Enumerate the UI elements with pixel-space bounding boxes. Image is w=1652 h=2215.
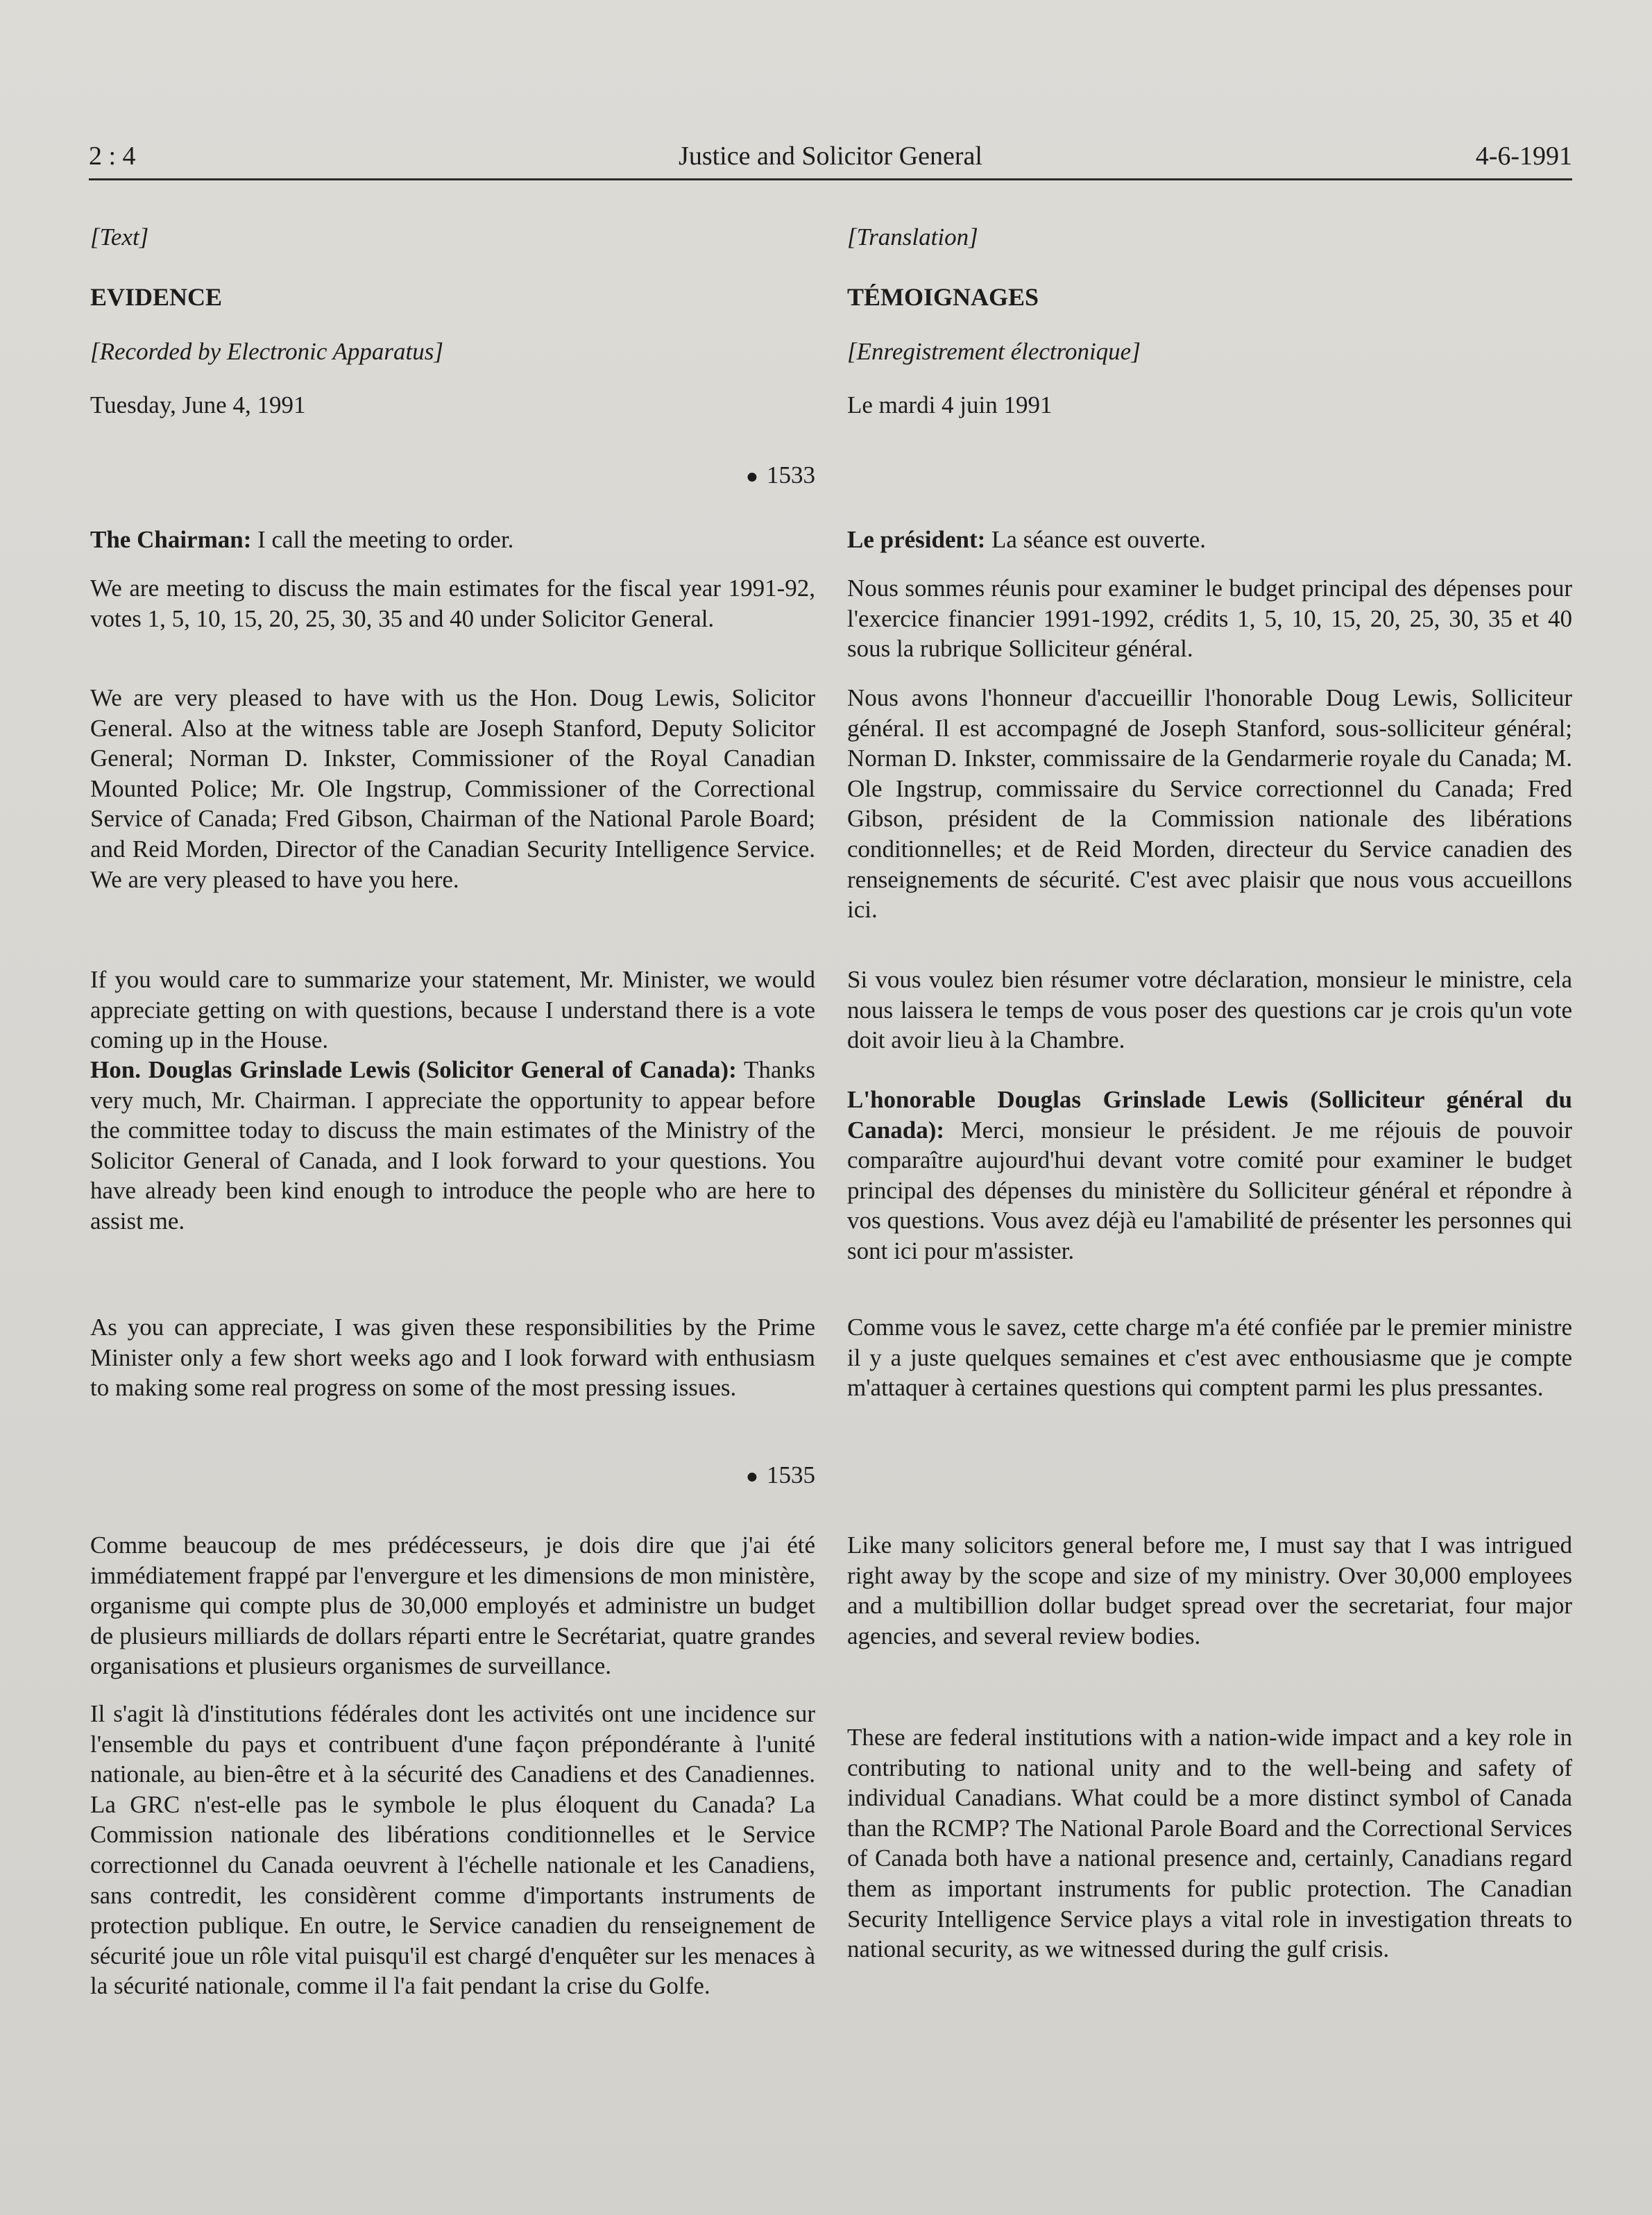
section-heading-fr: TÉMOIGNAGES — [847, 283, 1039, 311]
sitting-date-fr: Le mardi 4 juin 1991 — [847, 391, 1053, 418]
paragraph-resumer-fr: Si vous voulez bien résumer votre déclaration, monsieur le ministre, cela nous laissera le temps de vous poser des questions car je crois qu'un vote doit avoir lieu à la Chambre. — [847, 966, 1572, 1054]
translation-marker: [Translation] — [847, 223, 978, 251]
paragraph-chairman-call: The Chairman: I call the meeting to order. — [90, 526, 514, 553]
paragraph-summarize: If you would care to summarize your statement, Mr. Minister, we would appreciate getting on with questions, because I understand there is a vote coming up in the House. — [90, 966, 815, 1054]
sitting-date: Tuesday, June 4, 1991 — [90, 391, 306, 418]
recording-note-fr: [Enregistrement électronique] — [847, 338, 1141, 365]
paragraph-charge-fr: Comme vous le savez, cette charge m'a été confiée par le premier ministre il y a juste quelques semaines et c'est avec enthousiasme que je compte m'attaquer à certaines questions qui comptent parmi les plus pressantes. — [847, 1314, 1572, 1402]
timestamp-1533: ● 1533 — [745, 461, 815, 489]
header-rule — [89, 178, 1572, 180]
paragraph-budget-fr: Nous sommes réunis pour examiner le budget principal des dépenses pour l'exercice financier 1991-1992, crédits 1, 5, 10, 15, 20, 25, 30, 35 et 40 sous la rubrique Solliciteur général. — [847, 575, 1572, 663]
header-page-number: 2 : 4 — [89, 142, 136, 171]
paragraph-predecessors-fr: Comme beaucoup de mes prédécesseurs, je dois dire que j'ai été immédiatement frappé par l'envergure et les dimensions de mon ministère, organisme qui compte plus de 30,000 employés et administre un budget de plusieurs milliards de dollars réparti entre le Secrétariat, quatre grandes organisations et plusieurs organismes de surveillance. — [90, 1531, 815, 1680]
timestamp-1535: ● 1535 — [745, 1461, 815, 1488]
running-header — [89, 141, 1572, 176]
paragraph-institutions-fr: Il s'agit là d'institutions fédérales dont les activités ont une incidence sur l'ensemble du pays et contribuent d'une façon prépondérante à l'unité nationale, au bien-être et à la sécurité des Canadiens et des Canadiennes. La GRC n'est-elle pas le symbole le plus éloquent du Canada? La Commission nationale des libérations conditionnelles et le Service correctionnel du Canada oeuvrent à l'échelle nationale et les Canadiens, sans contredit, les considèrent comme d'importants instruments de protection publique. En outre, le Service canadien du renseignement de sécurité joue un rôle vital puisqu'il est chargé d'enquêter sur les menaces à la sécurité nationale, comme il l'a fait pendant la crise du Golfe. — [90, 1700, 815, 2000]
section-heading: EVIDENCE — [90, 283, 223, 311]
recording-note: [Recorded by Electronic Apparatus] — [90, 338, 444, 365]
paragraph-institutions-en: These are federal institutions with a nation-wide impact and a key role in contributing to national unity and to the well-being and safety of individual Canadians. What could be a more distinct symbol of Canada than the RCMP? The National Parole Board and the Correctional Services of Canada both have a national presence and, certainly, Canadians regard them as important instruments for public protection. The Canadian Security Intelligence Service plays a vital role in investigation threats to national security, as we witnessed during the gulf crisis. — [847, 1724, 1572, 1963]
paragraph-minister-reply: Hon. Douglas Grinslade Lewis (Solicitor General of Canada): Thanks very much, Mr. Chairman. I appreciate the opportunity to appear before the committee today to discuss the main estimates of the Ministry of the Solicitor General of Canada, and I look forward to your questions. You have already been kind enough to introduce the people who are here to assist me. — [90, 1056, 815, 1234]
paragraph-witnesses: We are very pleased to have with us the Hon. Doug Lewis, Solicitor General. Also at the witness table are Joseph Stanford, Deputy Solicitor General; Norman D. Inkster, Commissioner of the Royal Canadian Mounted Police; Mr. Ole Ingstrup, Commissioner of the Correctional Service of Canada; Fred Gibson, Chairman of the National Parole Board; and Reid Morden, Director of the Canadian Security Intelligence Service. We are very pleased to have you here. — [90, 684, 815, 893]
paragraph-president-ouverture: Le président: La séance est ouverte. — [847, 526, 1207, 553]
header-date: 4-6-1991 — [1475, 142, 1572, 171]
header-title: Justice and Solicitor General — [679, 142, 982, 171]
paragraph-predecessors-en: Like many solicitors general before me, I must say that I was intrigued right away by the scope and size of my ministry. Over 30,000 employees and a multibillion dollar budget spread over the secretariat, four major agencies, and several review bodies. — [847, 1531, 1572, 1649]
paragraph-estimates: We are meeting to discuss the main estimates for the fiscal year 1991-92, votes 1, 5, 10, 15, 20, 25, 30, 35 and 40 under Solicitor General. — [90, 575, 815, 632]
text-marker: [Text] — [90, 223, 149, 251]
paragraph-temoins-fr: Nous avons l'honneur d'accueillir l'honorable Doug Lewis, Solliciteur général. Il est accompagné de Joseph Stanford, sous-solliciteur général; Norman D. Inkster, commissaire de la Gendarmerie royale du Canada; M. Ole Ingstrup, commissaire du Service correctionnel du Canada; Fred Gibson, président de la Commission nationale des libérations conditionnelles; et de Reid Morden, directeur du Service canadien des renseignements de sécurité. C'est avec plaisir que nous vous accueillons ici. — [847, 684, 1572, 924]
paragraph-ministre-reponse-fr: L'honorable Douglas Grinslade Lewis (Solliciteur général du Canada): Merci, monsieur le président. Je me réjouis de pouvoir comparaître aujourd'hui devant votre comité pour examiner le budget principal des dépenses du ministère du Solliciteur général et répondre à vos questions. Vous avez déjà eu l'amabilité de présenter les personnes qui sont ici pour m'assister. — [847, 1086, 1572, 1264]
paragraph-responsibilities: As you can appreciate, I was given these responsibilities by the Prime Minister only a few short weeks ago and I look forward with enthusiasm to making some real progress on some of the most pressing issues. — [90, 1314, 815, 1402]
